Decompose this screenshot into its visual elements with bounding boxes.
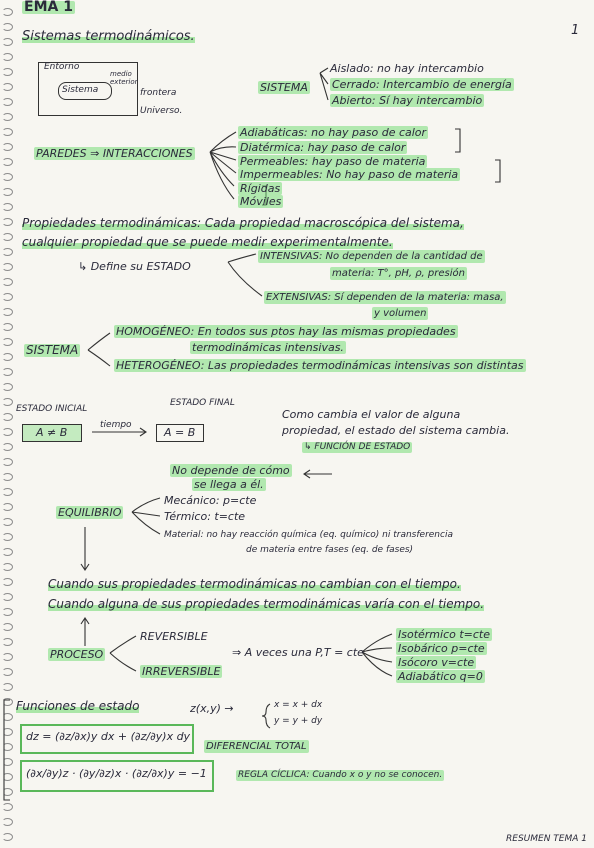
pared-adiabaticas: Adiabáticas: no hay paso de calor xyxy=(240,126,427,139)
extensivas-line-1: EXTENSIVAS: Sí dependen de la materia: masa, xyxy=(266,292,504,303)
ciclica-equation: (∂x/∂y)z · (∂y/∂z)x · (∂z/∂x)y = −1 xyxy=(26,767,207,780)
a-veces: ⇒ A veces una P,T = cte xyxy=(232,646,364,659)
proceso-adiabatico: Adiabático q=0 xyxy=(398,670,483,683)
pared-impermeables: Impermeables: No hay paso de materia xyxy=(240,168,459,181)
sistema-abierto: Abierto: Sí hay intercambio xyxy=(332,94,483,107)
universo-label: Universo. xyxy=(140,106,183,116)
reversible-label: REVERSIBLE xyxy=(140,630,208,643)
pared-diatermica: Diatérmica: hay paso de calor xyxy=(240,141,406,154)
proceso-isotermico: Isotérmico t=cte xyxy=(398,628,491,641)
heterogeneo-line: HETEROGÉNEO: Las propiedades termodinámicas intensivas son distintas xyxy=(116,359,524,372)
footer-label: RESUMEN TEMA 1 xyxy=(506,834,587,844)
pared-moviles: Móviles xyxy=(240,195,282,208)
sistema-cerrado: Cerrado: Intercambio de energía xyxy=(332,78,512,91)
sistema-label-2: SISTEMA xyxy=(26,343,79,357)
diferencial-total: DIFERENCIAL TOTAL xyxy=(206,741,307,752)
eq-termico: Térmico: t=cte xyxy=(164,510,246,523)
estado-final-label: ESTADO FINAL xyxy=(170,398,235,408)
frontera-label: frontera xyxy=(140,88,177,98)
define-estado: ↳ Define su ESTADO xyxy=(78,260,191,273)
a-ne-b: A ≠ B xyxy=(36,426,68,439)
paredes-label: PAREDES ⇒ INTERACCIONES xyxy=(36,147,193,160)
sistema-label-1: SISTEMA xyxy=(260,81,308,94)
dz-equation: dz = (∂z/∂x)y dx + (∂z/∂y)x dy xyxy=(26,730,191,743)
intensivas-line-2: materia: T°, pH, ρ, presión xyxy=(332,268,465,279)
cuando-line-1: Cuando sus propiedades termodinámicas no cambian con el tiempo. xyxy=(48,577,461,591)
intensivas-line-1: INTENSIVAS: No dependen de la cantidad de xyxy=(260,251,483,262)
eq-mecanico: Mecánico: p=cte xyxy=(164,494,257,507)
funcion-estado: ↳ FUNCIÓN DE ESTADO xyxy=(304,442,411,452)
x-eq: x = x + dx xyxy=(274,700,323,710)
zxy-label: z(x,y) → xyxy=(190,702,234,715)
propiedades-line-2: cualquier propiedad que se puede medir experimentalmente. xyxy=(22,235,393,249)
page-title: EMA 1 xyxy=(24,0,73,15)
sistema-aislado: Aislado: no hay intercambio xyxy=(330,62,484,75)
section-heading: Sistemas termodinámicos. xyxy=(22,29,195,44)
homogeneo-line-1: HOMOGÉNEO: En todos sus ptos hay las mismas propiedades xyxy=(116,325,456,338)
eq-material-2: de materia entre fases (eq. de fases) xyxy=(246,545,414,555)
medio-label: medio exterior xyxy=(110,70,138,86)
sistema-label: Sistema xyxy=(62,85,99,95)
y-eq: y = y + dy xyxy=(274,716,323,726)
a-eq-b: A = B xyxy=(164,426,196,439)
tiempo-label: tiempo xyxy=(100,420,132,430)
funciones-label: Funciones de estado xyxy=(16,699,140,713)
extensivas-line-2: y volumen xyxy=(374,308,427,319)
equilibrio-label: EQUILIBRIO xyxy=(58,506,122,519)
proceso-isobarico: Isobárico p=cte xyxy=(398,642,485,655)
no-depende-1: No depende de cómo xyxy=(172,464,290,477)
irreversible-label: IRREVERSIBLE xyxy=(142,665,221,678)
eq-material-1: Material: no hay reacción química (eq. químico) ni transferencia xyxy=(164,530,453,540)
homogeneo-line-2: termodinámicas intensivas. xyxy=(192,341,344,354)
propiedades-line-1: Propiedades termodinámicas: Cada propiedad macroscópica del sistema, xyxy=(22,216,464,230)
entorno-label: Entorno xyxy=(44,62,80,72)
proceso-isocoro: Isócoro v=cte xyxy=(398,656,475,669)
page-number: 1 xyxy=(571,23,580,38)
no-depende-2: se llega a él. xyxy=(194,478,264,491)
cambio-line-2: propiedad, el estado del sistema cambia. xyxy=(282,424,510,437)
cuando-line-2: Cuando alguna de sus propiedades termodinámicas varía con el tiempo. xyxy=(48,597,485,611)
pared-rigidas: Rígidas xyxy=(240,182,281,195)
proceso-label: PROCESO xyxy=(50,648,104,661)
pared-permeables: Permeables: hay paso de materia xyxy=(240,155,426,168)
regla-ciclica: REGLA CÍCLICA: Cuando x o y no se conocen. xyxy=(238,770,443,780)
estado-inicial-label: ESTADO INICIAL xyxy=(16,404,88,414)
cambio-line-1: Como cambia el valor de alguna xyxy=(282,408,461,421)
